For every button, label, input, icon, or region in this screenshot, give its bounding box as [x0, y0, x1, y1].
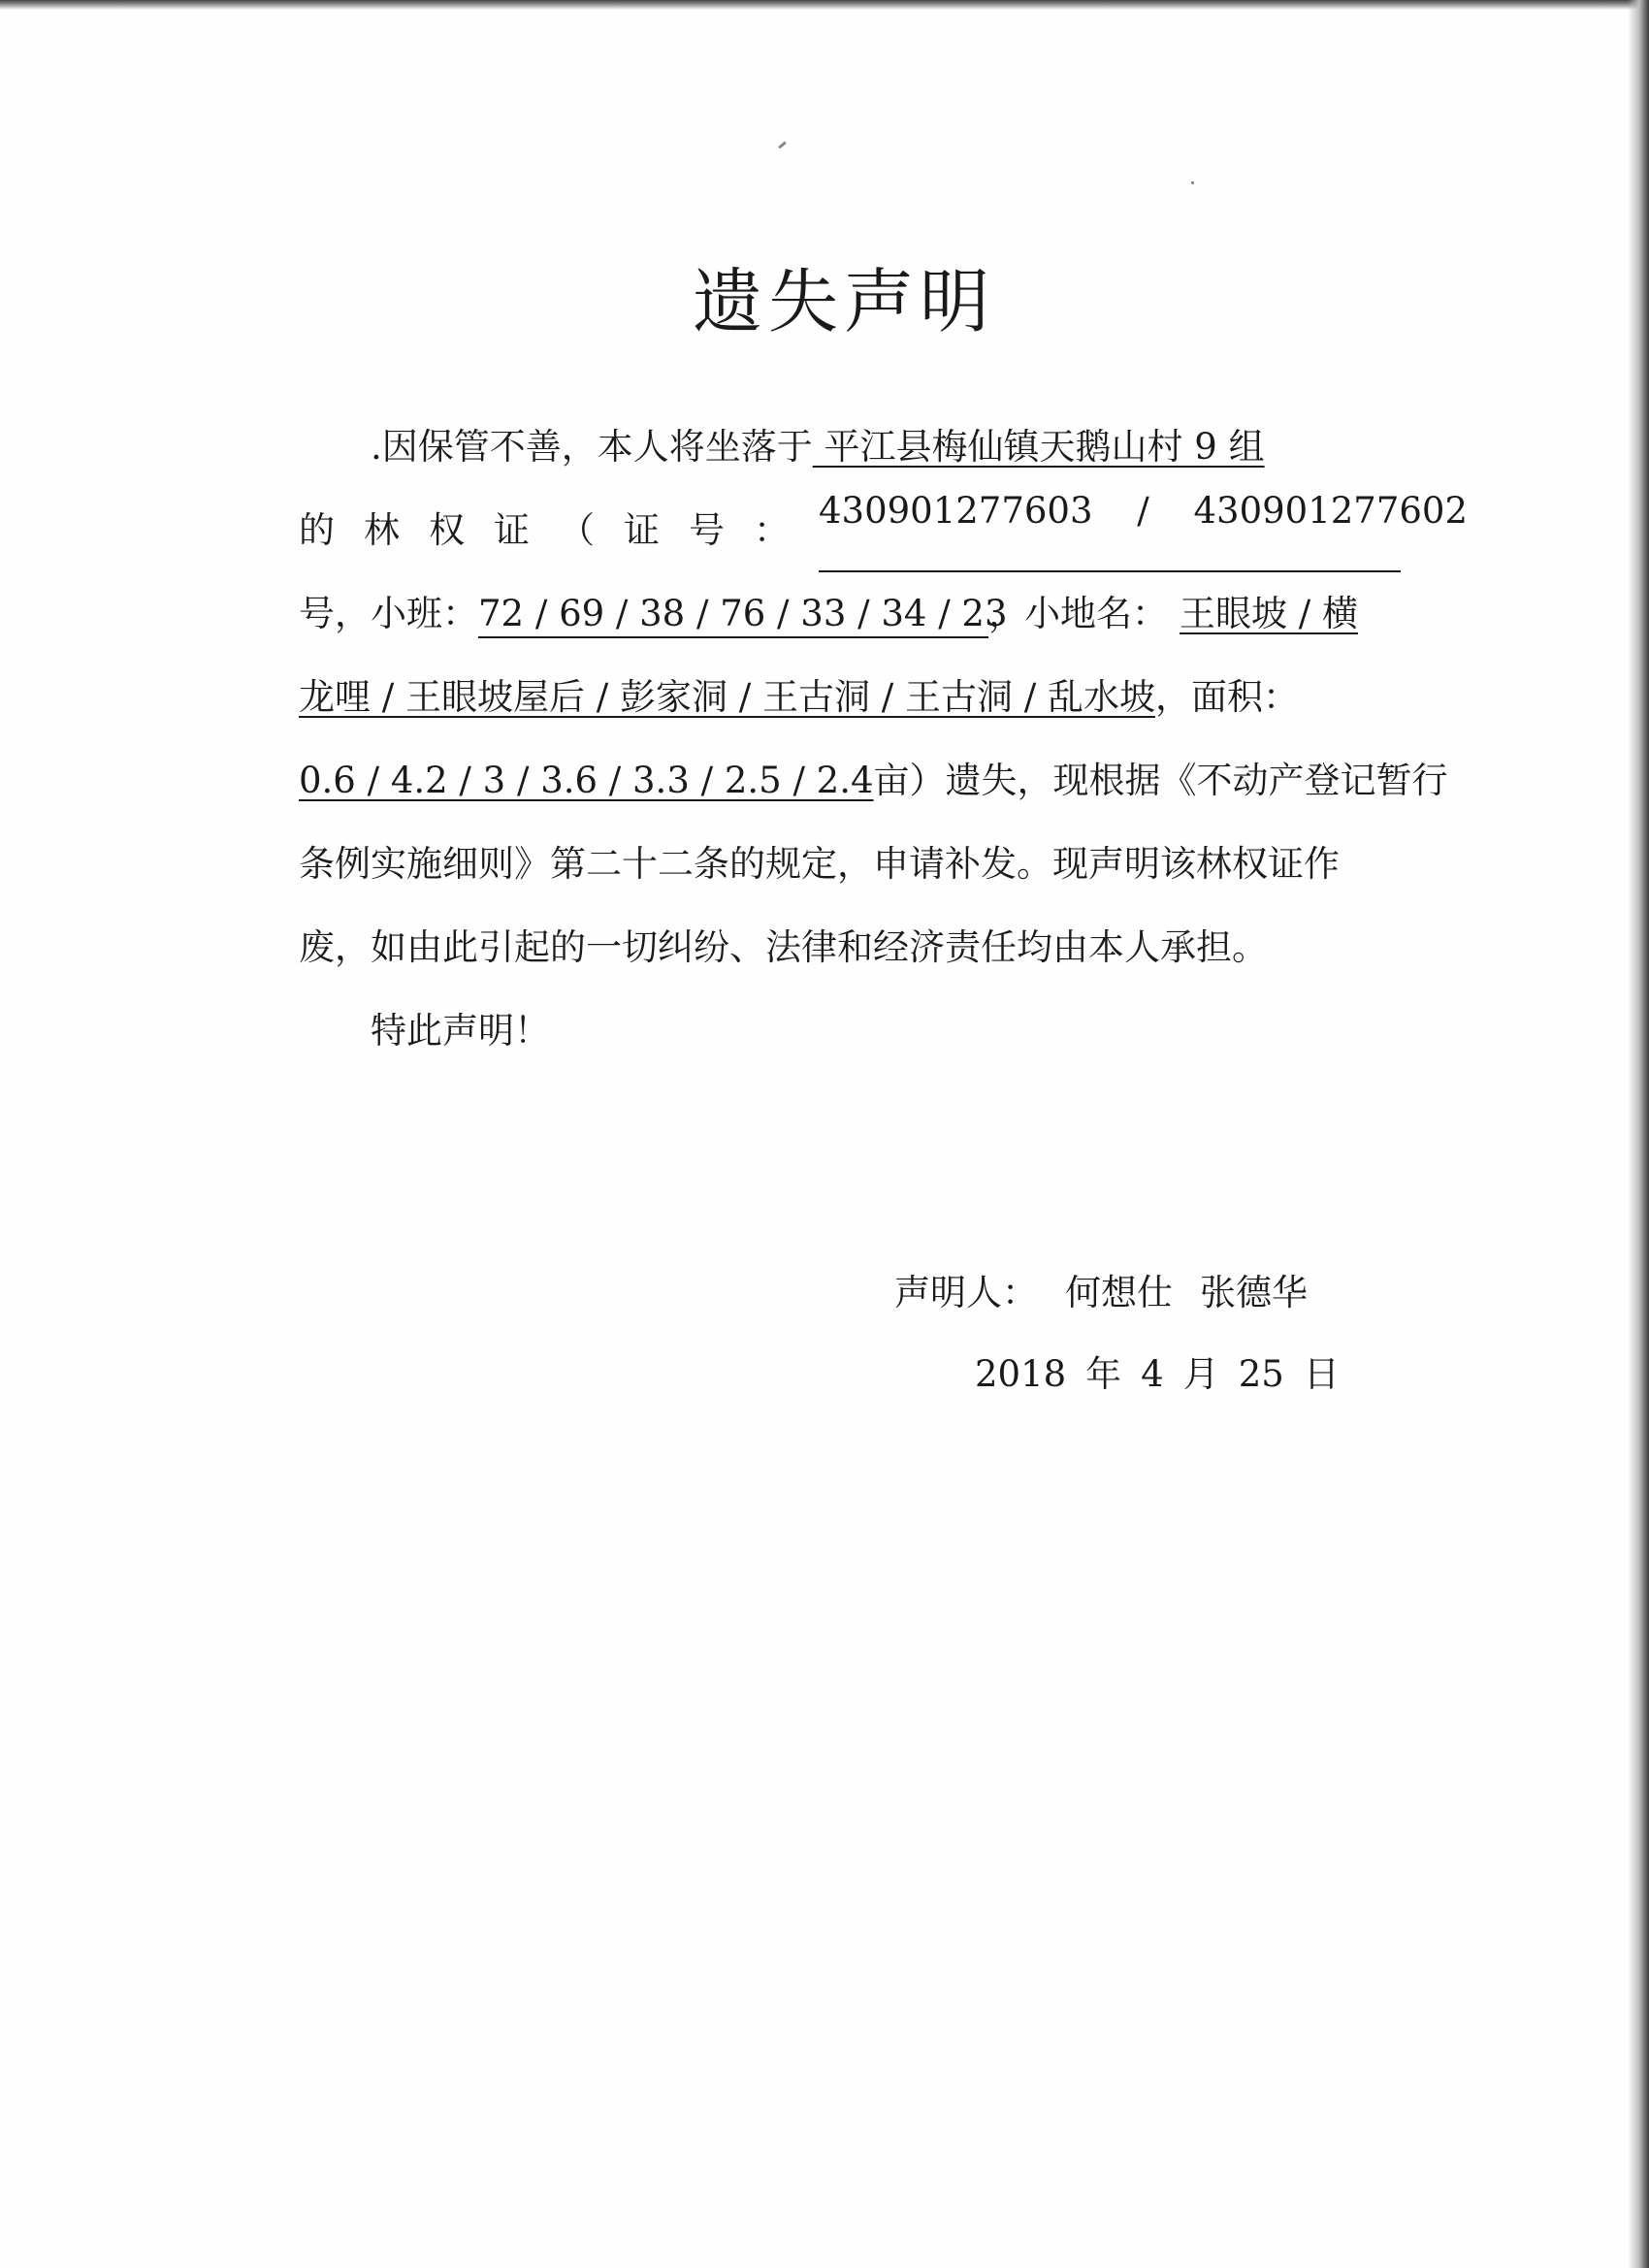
text-char: 证 — [624, 509, 660, 551]
text-char: 林 — [364, 509, 400, 551]
certificate-number-2: 430901277602 — [1193, 490, 1468, 532]
closing-statement: 特此声明！ — [371, 1010, 550, 1052]
location-field: 平江县梅仙镇天鹅山村 9 组 — [812, 426, 1265, 468]
document-title: 遗失声明 — [692, 261, 995, 343]
scan-speck — [1191, 181, 1194, 184]
date-year-unit: 年 — [1085, 1353, 1122, 1395]
body-line-3 — [299, 572, 1401, 656]
scan-speck — [778, 141, 787, 148]
certificate-number-1: 430901277603 — [819, 490, 1093, 532]
plot-numbers-field: 72 / 69 / 38 / 76 / 33 / 34 / 23 — [478, 592, 988, 638]
text-char: 号 — [689, 509, 725, 551]
certificate-separator: / — [1137, 490, 1149, 532]
document-body — [299, 405, 1468, 1073]
text-char: 证 — [494, 509, 530, 551]
date-day-unit: 日 — [1303, 1353, 1340, 1395]
signer-name-2: 张德华 — [1200, 1272, 1308, 1313]
text-segment: .因保管不善，本人将坐落于 — [371, 426, 813, 468]
text-segment: ，小地名： — [988, 593, 1168, 634]
date-line — [965, 1345, 1349, 1397]
signature-block — [894, 1263, 1308, 1315]
body-line-4 — [299, 656, 1401, 739]
signer-name-1: 何想仕 — [1065, 1272, 1173, 1313]
text-char: 权 — [429, 509, 465, 551]
text-segment: ，面积： — [1154, 676, 1299, 718]
body-line-6 — [299, 823, 1401, 906]
scan-edge-top — [0, 0, 1649, 10]
certificate-number-field — [819, 489, 1468, 572]
text-char: （ — [559, 509, 595, 551]
body-line-5 — [299, 739, 1448, 823]
closing-line — [299, 989, 1401, 1073]
date-month-unit: 月 — [1182, 1353, 1219, 1395]
body-line-2 — [299, 489, 1468, 572]
place-names-field: 王眼坡 / 横 — [1180, 593, 1358, 634]
body-line-1 — [299, 405, 1401, 489]
date-year: 2018 — [975, 1353, 1067, 1395]
text-segment: 亩）遗失，现根据《不动产登记暂行 — [873, 760, 1448, 801]
text-segment: 条例实施细则》第二十二条的规定，申请补发。现声明该林权证作 — [299, 843, 1340, 885]
date-month: 4 — [1141, 1353, 1164, 1395]
text-segment: 废，如由此引起的一切纠纷、法律和经济责任均由本人承担。 — [299, 926, 1268, 968]
text-char: ： — [754, 509, 790, 551]
area-field: 0.6 / 4.2 / 3 / 3.6 / 3.3 / 2.5 / 2.4 — [299, 760, 874, 801]
place-names-field-cont: 龙哩 / 王眼坡屋后 / 彭家洞 / 王古洞 / 王古洞 / 乱水坡 — [299, 676, 1155, 718]
body-line-7 — [299, 906, 1401, 989]
date-day: 25 — [1238, 1353, 1284, 1395]
signature-label: 声明人： — [894, 1272, 1038, 1313]
text-char: 的 — [299, 509, 335, 551]
text-segment: 号，小班： — [299, 593, 478, 634]
